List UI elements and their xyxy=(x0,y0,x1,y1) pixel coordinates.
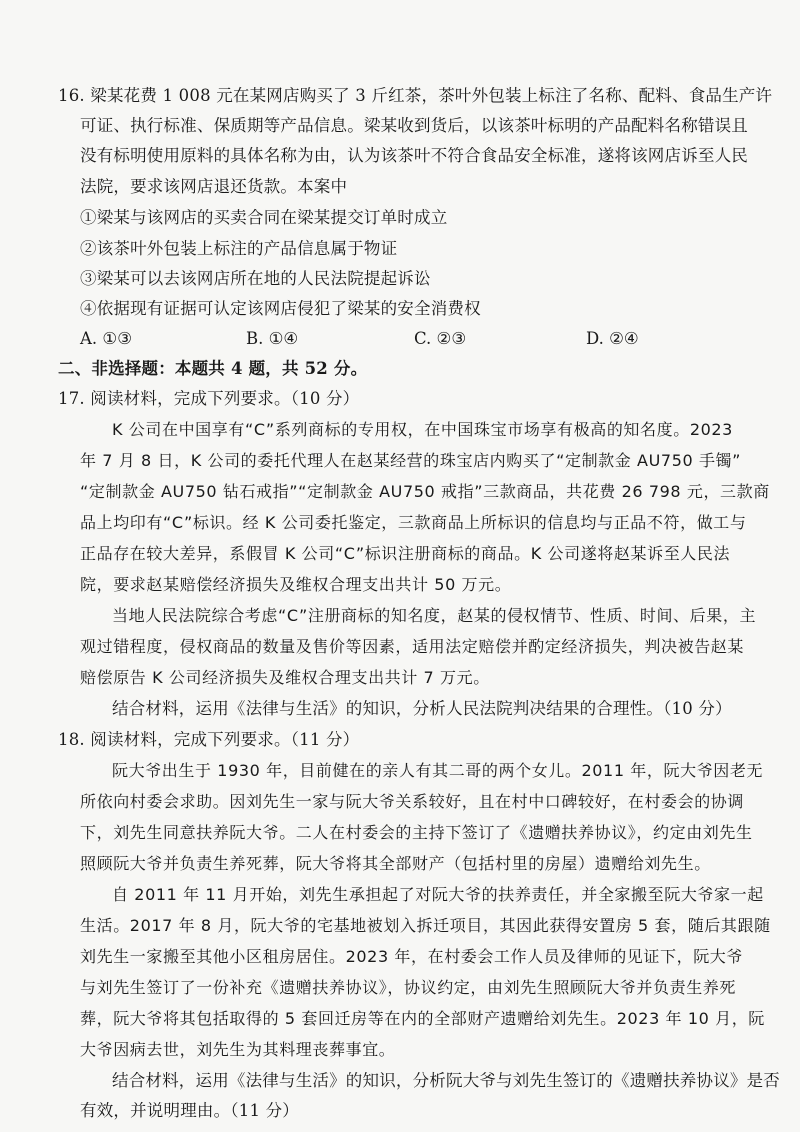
q16-option-c: C. ②③ xyxy=(414,329,467,348)
q17-material-line: 品上均印有“C”标识。经 K 公司委托鉴定，三款商品上所标识的信息均与正品不符，做工与 xyxy=(80,513,747,532)
q18-material-line: 大爷因病去世，刘先生为其料理丧葬事宜。 xyxy=(80,1040,396,1059)
q17-material-line: 正品存在较大差异，系假冒 K 公司“C”标识注册商标的商品。K 公司遂将赵某诉至人民法 xyxy=(80,544,731,563)
q18-material-line: 所依向村委会求助。因刘先生一家与阮大爷关系较好，且在村中口碑较好，在村委会的协调 xyxy=(80,792,745,811)
q18-material-line: 阮大爷出生于 1930 年，目前健在的亲人有其二哥的两个女儿。2011 年，阮大爷因老无 xyxy=(112,761,764,780)
q18-task-line-2: 有效，并说明理由。（11 分） xyxy=(80,1101,299,1120)
q18-material-line: 与刘先生签订了一份补充《遗赠扶养协议》，协议约定，由刘先生照顾阮大爷并负责生养死 xyxy=(80,978,737,997)
q16-stem-line-1: 16. 梁某花费 1 008 元在某网店购买了 3 斤红茶，茶叶外包装上标注了名称、配料、食品生产许 xyxy=(58,86,773,105)
q17-material-line: 赔偿原告 K 公司经济损失及维权合理支出共计 7 万元。 xyxy=(80,668,490,687)
q18-material-line: 刘先生一家搬至其他小区租房居住。2023 年，在村委会工作人员及律师的见证下，阮大爷 xyxy=(80,947,744,966)
q17-material-line: 观过错程度，侵权商品的数量及售价等因素，适用法定赔偿并酌定经济损失，判决被告赵某 xyxy=(80,637,745,656)
q16-statement-1: ①梁某与该网店的买卖合同在梁某提交订单时成立 xyxy=(80,208,448,227)
q16-option-d: D. ②④ xyxy=(586,329,639,348)
q18-material-line: 下，刘先生同意扶养阮大爷。二人在村委会的主持下签订了《遗赠扶养协议》，约定由刘先生 xyxy=(80,823,753,842)
q18-material-line: 自 2011 年 11 月开始，刘先生承担起了对阮大爷的扶养责任，并全家搬至阮大爷家一起 xyxy=(112,885,764,904)
q16-stem-line-3: 没有标明使用原料的具体名称为由，认为该茶叶不符合食品安全标准，遂将该网店诉至人民 xyxy=(80,146,748,165)
q18-material-line: 生活。2017 年 8 月，阮大爷的宅基地被划入拆迁项目，其因此获得安置房 5 套，随后其跟随 xyxy=(80,916,771,935)
q17-material-line: 院，要求赵某赔偿经济损失及维权合理支出共计 50 万元。 xyxy=(80,575,512,594)
q18-title: 18. 阅读材料，完成下列要求。（11 分） xyxy=(58,730,360,749)
q17-task: 结合材料，运用《法律与生活》的知识，分析人民法院判决结果的合理性。（10 分） xyxy=(112,699,732,718)
q17-material-line: 年 7 月 8 日，K 公司的委托代理人在赵某经营的珠宝店内购买了“定制款金 AU750 手镯” xyxy=(80,451,742,470)
q16-statement-3: ③梁某可以去该网店所在地的人民法院提起诉讼 xyxy=(80,269,431,288)
q17-material-line: 当地人民法院综合考虑“C”注册商标的知名度，赵某的侵权情节、性质、时间、后果，主 xyxy=(112,606,757,625)
q18-material-line: 葬，阮大爷将其包括取得的 5 套回迁房等在内的全部财产遗赠给刘先生。2023 年 10 月，阮 xyxy=(80,1009,765,1028)
q18-material-line: 照顾阮大爷并负责生养死葬，阮大爷将其全部财产（包括村里的房屋）遗赠给刘先生。 xyxy=(80,854,711,873)
q16-statement-2: ②该茶叶外包装上标注的产品信息属于物证 xyxy=(80,239,398,258)
q16-stem-line-4: 法院，要求该网店退还货款。本案中 xyxy=(80,177,348,196)
q16-option-a: A. ①③ xyxy=(80,329,132,348)
section-2-heading: 二、非选择题：本题共 4 题，共 52 分。 xyxy=(58,359,368,378)
q16-stem-line-2: 可证、执行标准、保质期等产品信息。梁某收到货后，以该茶叶标明的产品配料名称错误且 xyxy=(80,116,748,135)
q16-statement-4: ④依据现有证据可认定该网店侵犯了梁某的安全消费权 xyxy=(80,299,481,318)
q17-material-line: K 公司在中国享有“C”系列商标的专用权，在中国珠宝市场享有极高的知名度。2023 xyxy=(112,420,733,439)
q17-material-line: “定制款金 AU750 钻石戒指”“定制款金 AU750 戒指”三款商品，共花费 26 798 元，三款商 xyxy=(80,482,770,501)
q18-task-line-1: 结合材料，运用《法律与生活》的知识，分析阮大爷与刘先生签订的《遗赠扶养协议》是否 xyxy=(112,1071,780,1090)
q16-option-b: B. ①④ xyxy=(246,329,299,348)
q17-title: 17. 阅读材料，完成下列要求。（10 分） xyxy=(58,389,360,408)
